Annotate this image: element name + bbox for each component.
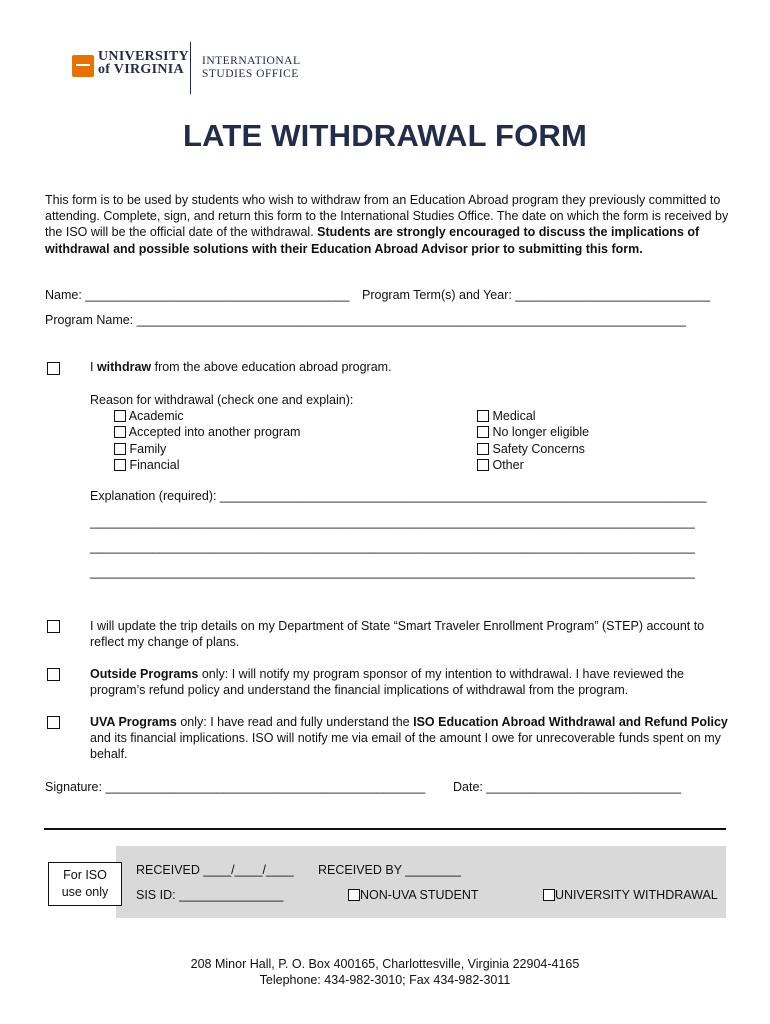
reason-checkbox[interactable] xyxy=(477,459,489,471)
university-line1: UNIVERSITY xyxy=(98,49,189,64)
outside-programs-statement xyxy=(90,666,730,698)
office-logo-text xyxy=(202,55,300,81)
reason-label-academic: Academic xyxy=(128,409,184,423)
footer-address: 208 Minor Hall, P. O. Box 400165, Charlottesville, Virginia 22904-4165 xyxy=(190,957,580,971)
university-withdrawal-option[interactable] xyxy=(543,888,718,902)
received-date-field[interactable]: RECEIVED ____/____/____ xyxy=(136,863,294,877)
withdraw-bold: withdraw xyxy=(96,360,152,374)
non-uva-checkbox[interactable] xyxy=(348,889,360,901)
step-statement: I will update the trip details on my Department of State “Smart Traveler Enrollment Program” (STEP) account to reflect my change of plans. xyxy=(90,619,705,650)
explanation-line[interactable]: _______________________________________________________________________________________ xyxy=(90,565,695,579)
uva-programs-text: only: I have read and fully understand the xyxy=(176,715,414,729)
iso-box-line1: For ISO xyxy=(63,868,107,882)
uva-programs-bold: UVA Programs xyxy=(90,715,177,729)
reason-checkbox[interactable] xyxy=(114,426,126,438)
non-uva-label: NON-UVA STUDENT xyxy=(360,888,479,902)
explanation-line[interactable]: _______________________________________________________________________________________ xyxy=(90,540,695,554)
divider-line xyxy=(44,828,726,830)
reason-checkbox[interactable] xyxy=(477,443,489,455)
explanation-field[interactable]: Explanation (required): ______________________________________________________________________ xyxy=(90,489,707,503)
outside-programs-bold: Outside Programs xyxy=(90,667,199,681)
page-title: LATE WITHDRAWAL FORM xyxy=(182,118,588,153)
uva-programs-text-end: and its financial implications. ISO will notify me via email of the amount I owe for unrecoverable funds spent on my behalf. xyxy=(90,731,721,762)
reason-item-family[interactable] xyxy=(114,441,300,457)
date-field[interactable]: Date: ____________________________ xyxy=(453,780,682,794)
refund-policy-bold: ISO Education Abroad Withdrawal and Refund Policy xyxy=(413,715,728,729)
logo-divider xyxy=(190,42,191,94)
university-line2: of VIRGINIA xyxy=(98,62,184,77)
received-by-field[interactable]: RECEIVED BY ________ xyxy=(318,863,461,877)
withdraw-checkbox[interactable] xyxy=(47,362,60,375)
reason-item-no-longer-eligible[interactable] xyxy=(477,424,589,440)
reason-label: Reason for withdrawal (check one and explain): xyxy=(90,393,354,407)
signature-field[interactable]: Signature: ______________________________________________ xyxy=(45,780,426,794)
uva-programs-checkbox[interactable] xyxy=(47,716,60,729)
reason-item-academic[interactable] xyxy=(114,408,300,424)
outside-programs-text: only: I will notify my program sponsor of my intention to withdrawal. I have reviewed the program’s refund policy and understand the financial implications of withdrawal from the program. xyxy=(90,667,685,698)
footer-phone: Telephone: 434-982-3010; Fax 434-982-3011 xyxy=(259,973,511,987)
program-term-field[interactable]: Program Term(s) and Year: ____________________________ xyxy=(362,288,710,302)
name-field[interactable]: Name: ______________________________________ xyxy=(45,288,350,302)
university-withdrawal-label: UNIVERSITY WITHDRAWAL xyxy=(555,888,718,902)
outside-programs-checkbox[interactable] xyxy=(47,668,60,681)
reason-label-no-longer-eligible: No longer eligible xyxy=(492,425,590,440)
uva-programs-statement xyxy=(90,714,730,763)
withdraw-suffix: from the above education abroad program. xyxy=(151,360,392,374)
iso-use-panel xyxy=(116,846,726,918)
reason-label-medical: Medical xyxy=(492,409,536,423)
university-withdrawal-checkbox[interactable] xyxy=(543,889,555,901)
reason-label-accepted: Accepted into another program xyxy=(128,425,301,440)
reason-item-other[interactable] xyxy=(477,457,589,473)
intro-paragraph xyxy=(45,192,730,257)
reason-list-left xyxy=(114,408,300,473)
non-uva-student-option[interactable] xyxy=(348,888,479,902)
intro-bold-text: Students are strongly encouraged to discuss the implications of withdrawal and possible solutions with their Education Abroad Advisor prior to submitting this form. xyxy=(45,225,700,256)
reason-checkbox[interactable] xyxy=(114,459,126,471)
reason-checkbox[interactable] xyxy=(114,443,126,455)
reason-item-medical[interactable] xyxy=(477,408,589,424)
university-logo-text xyxy=(98,50,189,76)
reason-item-financial[interactable] xyxy=(114,457,300,473)
uva-rotunda-logo-icon xyxy=(72,55,94,77)
office-line2: STUDIES OFFICE xyxy=(202,68,299,80)
reason-label-safety: Safety Concerns xyxy=(492,441,585,456)
withdraw-prefix: I xyxy=(90,360,97,374)
reason-label-financial: Financial xyxy=(129,457,180,472)
iso-box-line2: use only xyxy=(61,885,109,899)
reason-item-safety[interactable] xyxy=(477,441,589,457)
sis-id-field[interactable]: SIS ID: _______________ xyxy=(136,888,284,902)
reason-checkbox[interactable] xyxy=(114,410,126,422)
step-checkbox[interactable] xyxy=(47,620,60,633)
intro-text: This form is to be used by students who wish to withdraw from an Education Abroad program they previously committed to attending. Complete, sign, and return this form to the International Studies Office. The date on which the form is received by the ISO will be the official date of the withdrawal. xyxy=(45,193,729,240)
office-line1: INTERNATIONAL xyxy=(202,55,301,67)
program-name-field[interactable]: Program Name: _______________________________________________________________________________ xyxy=(45,313,686,327)
reason-item-accepted[interactable] xyxy=(114,424,300,440)
reason-label-other: Other xyxy=(492,457,524,472)
withdraw-statement xyxy=(90,360,392,374)
reason-checkbox[interactable] xyxy=(477,410,489,422)
reason-label-family: Family xyxy=(129,441,167,456)
explanation-line[interactable]: _______________________________________________________________________________________ xyxy=(90,515,695,529)
iso-use-only-box xyxy=(48,862,122,906)
reason-checkbox[interactable] xyxy=(477,426,489,438)
reason-list-right xyxy=(477,408,589,473)
